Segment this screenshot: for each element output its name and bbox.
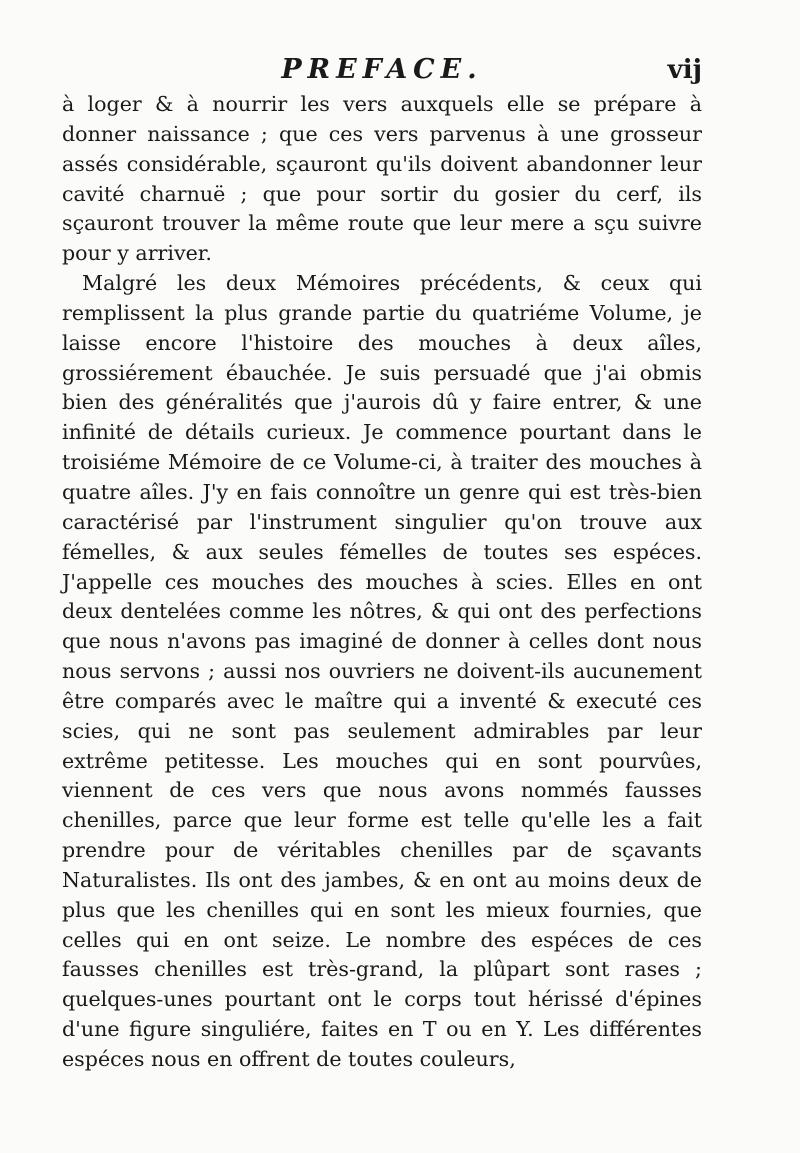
- running-head: [62, 50, 702, 90]
- body-text: [62, 90, 702, 1075]
- page-number: vij: [667, 55, 702, 85]
- running-title: PREFACE.: [281, 54, 483, 85]
- paragraph-continuation: à loger & à nourrir les vers auxquels elle se prépare à donner naissance ; que ces vers parvenus à une grosseur assés considérable, sçauront qu'ils doivent abandonner leur cavité charnuë ; que pour sortir du gosier du cerf, ils sçauront trouver la même route que leur mere a sçu suivre pour y arriver.: [62, 92, 702, 266]
- paragraph-preface: Malgré les deux Mémoires précédents, & ceux qui remplissent la plus grande partie du quatriéme Volume, je laisse encore l'histoire des mouches à deux aîles, grossiérement ébauchée. Je suis persuadé que j'ai obmis bien des généralités que j'aurois dû y faire entrer, & une infinité de détails curieux. Je commence pourtant dans le troisiéme Mémoire de ce Volume-ci, à traiter des mouches à quatre aîles. J'y en fais connoître un genre qui est très-bien caractérisé par l'instrument singulier qu'on trouve aux fémelles, & aux seules fémelles de toutes ses espéces. J'appelle ces mouches des mouches à scies. Elles en ont deux dentelées comme les nôtres, & qui ont des perfections que nous n'avons pas imaginé de donner à celles dont nous nous servons ; aussi nos ouvriers ne doivent-ils aucunement être comparés avec le maître qui a inventé & executé ces scies, qui ne sont pas seulement admirables par leur extrême petitesse. Les mouches qui en sont pourvûes, viennent de ces vers que nous avons nommés fausses chenilles, parce que leur forme est telle qu'elle les a fait prendre pour de véritables chenilles par de sçavants Naturalistes. Ils ont des jambes, & en ont au moins deux de plus que les chenilles qui en sont les mieux fournies, que celles qui en ont seize. Le nombre des espéces de ces fausses chenilles est très-grand, la plûpart sont rases ; quelques-unes pourtant ont le corps tout hérissé d'épines d'une figure singuliére, faites en T ou en Y. Les différentes espéces nous en offrent de toutes couleurs,: [62, 271, 702, 1071]
